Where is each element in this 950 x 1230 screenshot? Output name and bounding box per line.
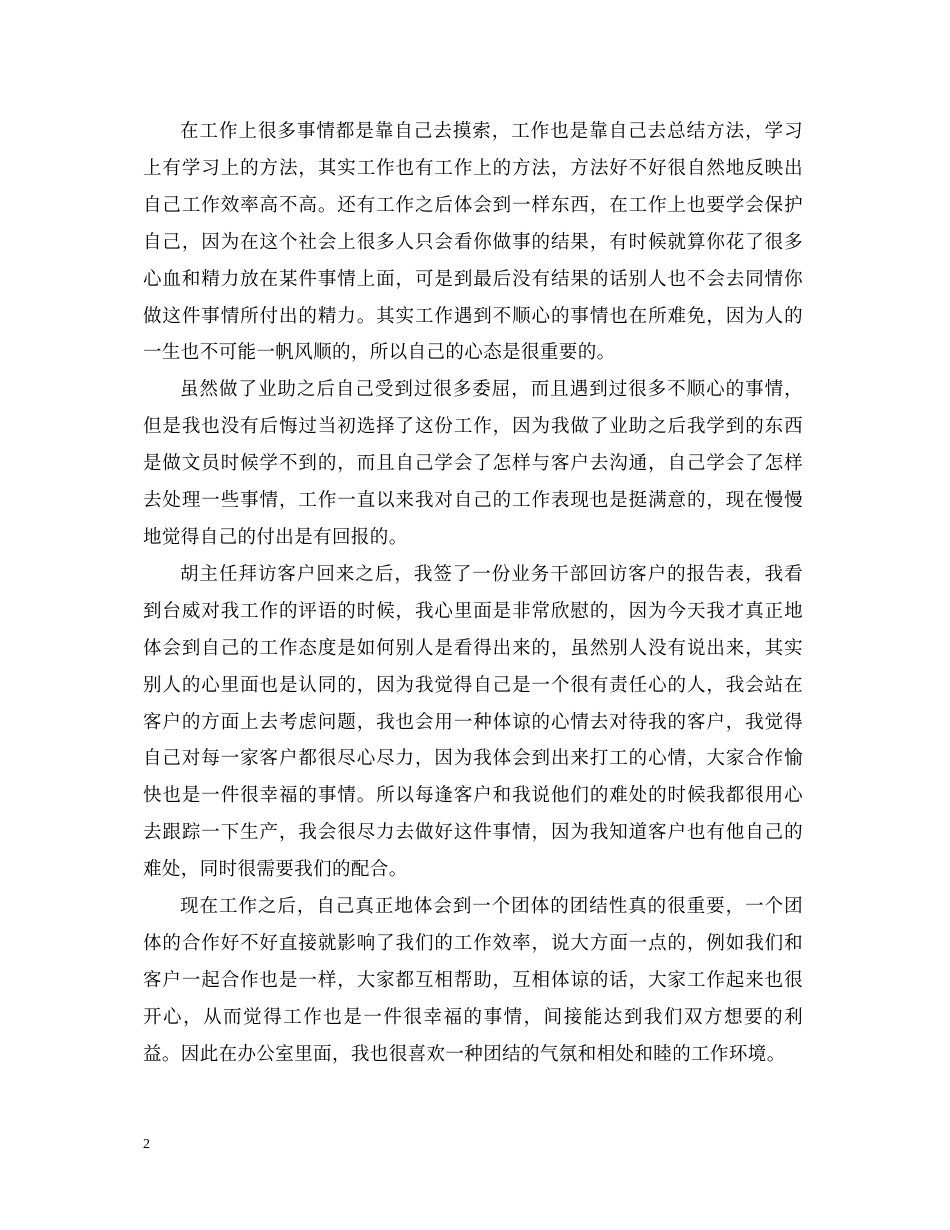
body-text: [143, 114, 803, 1074]
paragraph-1: 在工作上很多事情都是靠自己去摸索，工作也是靠自己去总结方法，学习上有学习上的方法，其实工作也有工作上的方法，方法好不好很自然地反映出自己工作效率高不高。还有工作之后体会到一样东西，在工作上也要学会保护自己，因为在这个社会上很多人只会看你做事的结果，有时候就算你花了很多心血和精力放在某件事情上面，可是到最后没有结果的话别人也不会去同情你做这件事情所付出的精力。其实工作遇到不顺心的事情也在所难免，因为人的一生也不可能一帆风顺的，所以自己的心态是很重要的。: [143, 121, 803, 364]
paragraph-2: 虽然做了业助之后自己受到过很多委屈，而且遇到过很多不顺心的事情，但是我也没有后悔过当初选择了这份工作，因为我做了业助之后我学到的东西是做文员时候学不到的，而且自己学会了怎样与客户去沟通，自己学会了怎样去处理一些事情，工作一直以来我对自己的工作表现也是挺满意的，现在慢慢地觉得自己的付出是有回报的。: [143, 379, 803, 548]
paragraph-3: 胡主任拜访客户回来之后，我签了一份业务干部回访客户的报告表，我看到台威对我工作的评语的时候，我心里面是非常欣慰的，因为今天我才真正地体会到自己的工作态度是如何别人是看得出来的，虽然别人没有说出来，其实别人的心里面也是认同的，因为我觉得自己是一个很有责任心的人，我会站在客户的方面上去考虑问题，我也会用一种体谅的心情去对待我的客户，我觉得自己对每一家客户都很尽心尽力，因为我体会到出来打工的心情，大家合作愉快也是一件很幸福的事情。所以每逢客户和我说他们的难处的时候我都很用心去跟踪一下生产，我会很尽力去做好这件事情，因为我知道客户也有他自己的难处，同时很需要我们的配合。: [143, 563, 803, 881]
page-number: 2: [143, 1137, 150, 1152]
paragraph-4: 现在工作之后，自己真正地体会到一个团体的团结性真的很重要，一个团体的合作好不好直接就影响了我们的工作效率，说大方面一点的，例如我们和客户一起合作也是一样，大家都互相帮助，互相体谅的话，大家工作起来也很开心，从而觉得工作也是一件很幸福的事情，间接能达到我们双方想要的利益。因此在办公室里面，我也很喜欢一种团结的气氛和相处和睦的工作环境。: [143, 896, 803, 1065]
